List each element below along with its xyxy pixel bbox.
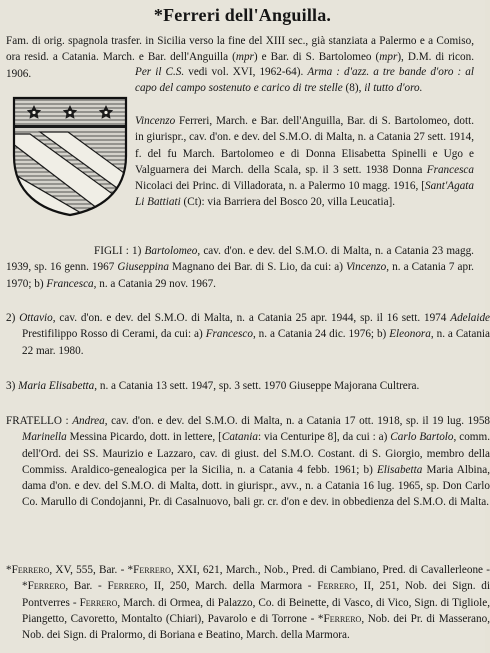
entry-text: Nicolaci dei Princ. di Villadorata, n. a Palermo 10 magg. 1916, [ [135,180,425,193]
entry-text: , n. a Catania 13 sett. 1947, sp. 3 sett. 1970 Giuseppe Majorana Cultrera. [94,380,420,392]
ottavio-entry [6,310,490,359]
ref-surname: Ferrero [11,564,50,576]
person-name: Adelaide [450,312,490,324]
ref-surname: Ferrero [133,564,171,576]
entry-text: Prestifilippo Rosso di Cerami, da cui: a) [22,328,206,341]
fratello-entry [6,413,490,511]
vincenzo-entry [135,113,474,211]
ref-surname: Ferrero [107,580,146,593]
entry-text: : via Centuripe 8], da cui : a) [257,431,391,444]
person-name: Francesca [426,163,474,176]
arma-blazon: Arma : d'azz. a tre bande d'oro : al capo del campo sostenuto e carico di tre stelle [135,66,474,95]
person-name: Francesco [205,328,253,341]
entry-text: Messina Picardo, dott. in lettere, [ [66,431,222,444]
person-name: Ottavio [19,312,53,324]
entry-text: Magnano dei Bar. di S. Lio, da cui: a) [168,261,347,274]
intro-text: vedi vol. XVI, 1962-64). [184,66,308,78]
intro-text: (8), [342,82,365,95]
entry-text: (Ct): via Barriera del Bosco 20, villa Leucatia]. [180,196,396,209]
address-place: Sant'Agata Li Battiati [135,180,474,209]
person-name: Bartolomeo [144,245,198,257]
intro-text: Fam. di orig. spagnola trasfer. in Sicilia verso la fine del XIII sec., già stanziata a Palermo e a Comiso, ora resid. a Catania. March. e Bar. dell'Anguilla ( [6,35,474,64]
coat-of-arms-shield-icon [10,94,130,218]
person-name: Andrea [72,415,105,427]
person-name: Eleonora [389,328,431,341]
person-name: Elisabetta [376,463,423,476]
entry-text: Ferreri, March. e Bar. dell'Anguilla, Bar. di S. Bartolomeo, dott. in giurispr., cav. d'on. e dev. del S.M.O. di Malta, n. a Catania 27 sett. 1914, f. del fu March. Bartolomeo e di Donna Elisabetta Spinelli e Ugo e Valguarnera dei March. della Scala, sp. il 3 sett. 1938 Donna [135,115,474,176]
entry-text: , n. a Catania 29 nov. 1967. [93,277,216,290]
person-name: Maria Elisabetta [18,380,95,392]
entry-text: , cav. d'on. e dev. del S.M.O. di Malta, n. a Catania 25 apr. 1944, sp. il 16 sett. 1974 [52,312,451,324]
figli-entry [6,243,474,292]
entry-number: 3) [6,380,19,392]
ref-surname: Ferrero [79,596,118,609]
page-title: *Ferreri dell'Anguilla. [153,5,332,25]
intro-continued [135,64,474,97]
ref-text: , II, 250, March. della Marmora - [145,580,318,593]
intro-per: Per il C.S. [135,66,185,78]
ref-text: , XXI, 621, March., Nob., Pred. di Cambiano, Pred. di Cavallerleone - * [22,564,490,593]
person-name: Carlo Bartolo [390,431,454,444]
ref-text: * [6,564,12,576]
entry-text: , n. a Catania 24 dic. 1976; b) [252,328,390,341]
ref-text: , Nob. dei Pr. di Masserano, Nob. dei Sign. di Pralormo, di Boriana e Beatino, March. della Marmora. [22,612,490,642]
person-name: Vincenzo [346,261,387,274]
cross-references [6,562,490,643]
person-name: Francesca [46,277,94,290]
intro-mpr: mpr [379,51,398,64]
intro-mpr: mpr [235,51,254,64]
ref-text: , XV, 555, Bar. - * [49,564,134,576]
arma-blazon: il tutto d'oro. [364,82,423,95]
ref-text: , Bar. - [65,580,108,593]
entry-text: , comm. dell'Ord. dei SS. Maurizio e Lazzaro, cav. di giust. del S.M.O. Costant. di S. Giorgio, membro della Commiss. Araldico-genealogica per la Sicilia, n. a Catania 4 febb. 1961; b) [22,431,490,476]
ref-surname: Ferrero [323,612,362,625]
ref-text: , March. di Ormea, di Palazzo, Co. di Beinette, di Vasco, di Vico, Sign. di Tigliole, Piangetto, Cavoretto, Montalto (Chiari), Pavarolo e di Torrone - * [22,596,490,625]
section-label: FIGLI [94,245,123,257]
entry-text: , n. a Catania 7 apr. 1970; b) [6,261,474,290]
entry-number: 2) [6,312,20,324]
intro-text: ) e Bar. di S. Bartolomeo ( [253,51,380,64]
entry-text: , cav. d'on. e dev. del S.M.O. di Malta, n. a Catania 17 ott. 1918, sp. il 19 lug. 1958 [104,415,490,427]
ref-surname: Ferrero [27,580,66,593]
address-place: Catania [221,431,258,444]
entry-text: , n. a Catania 22 mar. 1980. [22,328,490,357]
intro-text: ), D.M. di ricon. 1906. [6,51,474,80]
person-name: Vincenzo [135,115,176,127]
person-name: Giuseppina [117,261,169,274]
entry-text: : 1) [122,245,145,257]
ref-text: , II, 251, Nob. dei Sign. di Pontverres - [22,580,490,609]
person-name: Marinella [22,431,67,444]
section-label: FRATELLO [6,415,62,427]
entry-text: , cav. d'on. e dev. del S.M.O. di Malta, n. a Catania 23 magg. 1939, sp. 16 genn. 1967 [6,245,474,274]
ref-surname: Ferrero [317,580,356,593]
entry-text: : [61,415,73,427]
maria-entry [6,378,490,394]
entry-text: Maria Albina, dama d'on. e dev. del S.M.O. di Malta, dott. in giurispr., avv., n. a Catania 16 lug. 1965, sp. Don Carlo Co. Marullo di Condojanni, Pr. di Casalnuovo, bali gr. cr. d'on e dev. in obbedienza del S.M.O. di Malta. [22,463,490,509]
